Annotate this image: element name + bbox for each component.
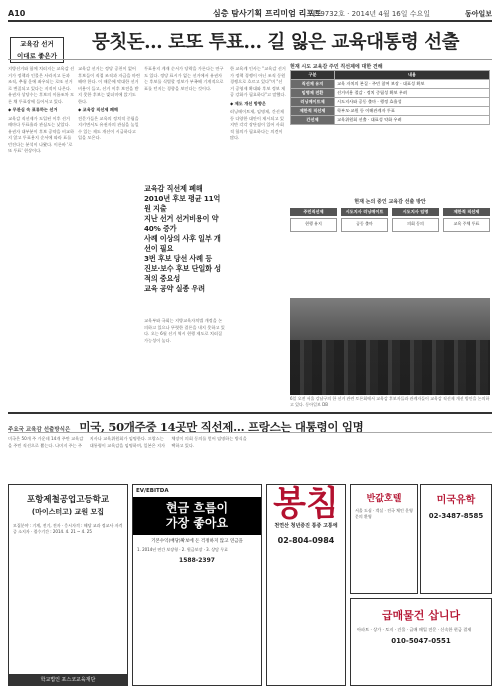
- column-1-text-b: 교육감 직선제가 도입된 이후 선거 때마다 투표율과 관심도는 낮았다. 유권자 대부분이 후보 공약을 비교하지 않고 투표용지 순서에 따라 표를 던진다는 분석이 나왔다. 이른바 '로또 투표' 현상이다.: [8, 115, 75, 153]
- opinion-table: [290, 70, 490, 125]
- diagram-box: 교육 주체 투표: [443, 218, 490, 232]
- column-2-text: 교육감 선거는 정당 공천이 없어 후보들이 직접 조직과 자금을 마련해야 한다. 이 때문에 막대한 선거 비용이 들고, 선거 이후 보전을 받지 못한 후보는 빚더미에 앉기도 한다.: [78, 66, 140, 104]
- ad-phone: 010-5047-0551: [391, 637, 451, 645]
- diagram-box: 현행 유지: [290, 218, 337, 232]
- ad-phone: 02-804-0984: [277, 536, 335, 545]
- second-article-text: 미국은 50개 주 가운데 14개 주만 교육감을 주민 직선으로 뽑는다. 나머지 주는 주지사나 교육위원회가 임명한다. 프랑스는 대통령이 교육감을 임명하며, 일본은 지자체장이 의회 동의를 얻어 임명하는 방식을 택하고 있다.: [8, 436, 249, 448]
- column-3-text: 투표용지 게재 순서가 당락을 가른다는 연구도 있다. 정당 표시가 없는 선거에서 유권자는 후보를 식별할 정보가 부족해 기계적으로 표를 던지는 경향을 보인다는 것이다.: [144, 66, 225, 91]
- ad-body: 모집분야 : 기계, 전기, 전자 · 응시자격 : 해당 교과 정교사 자격증 소지자 · 접수기간 : 2014. 4. 21 ~ 4. 25: [13, 523, 123, 534]
- ad-description: 천연산 청년증진 통증 고통에: [274, 523, 338, 529]
- diagram-box: 공동 출마: [341, 218, 388, 232]
- diagram-header: 제한적 직선제: [443, 208, 490, 216]
- photo-credit: 동아일보 DB: [305, 401, 328, 407]
- caption-text: 6일 오전 서울 강남구의 한 선거 관련 토론회에서 교육감 후보자들과 관계자들이 교육감 직선제 개선 방안을 논의하고 있다.: [290, 396, 490, 407]
- table-cell: 학부모·교원 등 이해관계자 투표: [335, 107, 490, 116]
- article-column-2: [78, 66, 140, 408]
- table-row: [291, 107, 490, 116]
- photo-crowd: [290, 340, 490, 395]
- article-column-4: [230, 66, 286, 408]
- table-cell: 교육 자치의 본질 · 주민 참여 보장 · 대표성 확보: [335, 80, 490, 89]
- column-4-text: 한 교육계 인사는 "교육감 선거가 정책 경쟁이 아닌 조직 동원 경쟁으로 흐르고 있다"며 "선거 공영제 확대와 후보 정보 제공 강화가 필요하다"고 말했다.: [230, 66, 287, 97]
- second-headline-text: 미국, 50개주중 14곳만 직선제… 프랑스는 대통령이 임명: [79, 420, 364, 434]
- subhead-3: ◆ 제도 개선 방향은: [230, 100, 266, 106]
- pull-quote-line: 사례 이상의 사후 일부 개선이 필요: [144, 234, 221, 253]
- ad-banner-line: 현금 흐름이: [165, 501, 229, 515]
- publisher-name: 동아일보: [464, 10, 492, 18]
- ad-title: 봉침: [273, 484, 339, 524]
- ad-footer: 학교법인 포스코교육재단: [9, 674, 127, 685]
- section-divider: [8, 412, 492, 414]
- table-row: [291, 89, 490, 98]
- table-row: [291, 116, 490, 125]
- pull-quote-line: 지난 선거 선거비용이 약 40% 증가: [144, 214, 219, 233]
- section-title: 심층 탐사기획 프리미엄 리포트: [213, 9, 322, 18]
- ad-list: 1. 2014년 연간 보장형 · 2. 원금보장 · 3. 상담 무료: [137, 547, 228, 552]
- second-headline-rule: [8, 432, 492, 433]
- ad-description: 기본수익(배당)확보에 돈 걱정하지 않고 연금을: [151, 539, 243, 544]
- ad-subtitle: (마이스터고) 교원 모집: [31, 508, 105, 516]
- advertisement-real-estate[interactable]: [350, 598, 492, 686]
- table-cell: 교육위원회 선출 · 대표성 약화 우려: [335, 116, 490, 125]
- table-header-cell: 내용: [335, 71, 490, 80]
- photo-caption: [290, 396, 490, 407]
- ad-banner-line: 가장 좋아요: [165, 516, 229, 530]
- series-label-line2: 이대로 좋은가: [17, 52, 57, 60]
- table-row-label: 제한적 직선제: [291, 107, 335, 116]
- article-column-1: [8, 66, 74, 408]
- column-1-text: 지방선거와 함께 치러지는 교육감 선거가 정책과 인물은 사라지고 돈과 조직, 추첨 운에 좌우되는 로또 선거로 변질되고 있다는 지적이 나온다. 유권자 상당수는 후보의 이름조차 모른 채 투표장에 들어서고 있다.: [8, 66, 75, 104]
- ad-body: 서울 도심 · 객실 · 전국 체인 운영 문의 환영: [355, 508, 413, 519]
- table-cell: 시도지사와 공동 출마 · 행정 효율성: [335, 98, 490, 107]
- pull-quote: [144, 184, 226, 314]
- ad-title: 급매물건 삽니다: [381, 609, 461, 622]
- diagram-title: 현재 논의 중인 교육감 선출 방안: [354, 199, 426, 205]
- ad-phone: 1588-2397: [179, 556, 215, 564]
- table-row-label: 직선제 유지: [291, 80, 335, 89]
- series-label-line1: 교육감 선거: [20, 40, 54, 48]
- issue-date: 제19732호 · 2014년 4월 16일 수요일: [309, 10, 430, 18]
- subhead-1: ◆ 무관심 속 표류하는 선거: [8, 107, 58, 112]
- article-column-3-top: [144, 66, 226, 180]
- advertisement-bongchim[interactable]: [266, 484, 346, 686]
- article-column-3-bottom: [144, 318, 226, 408]
- column-4-text-b: 러닝메이트제, 임명제, 간선제 등 다양한 대안이 제시되고 있지만 각각 장단점이 있어 사회적 합의가 필요하다는 의견이 많다.: [230, 109, 286, 140]
- table-row-label: 러닝메이트제: [291, 98, 335, 107]
- column-3-text-b: 교육부와 국회는 지방교육자치법 개정을 논의하고 있으나 뚜렷한 결론을 내지 못하고 있다. 오는 6월 선거 역시 현행 제도로 치러질 가능성이 높다.: [144, 318, 225, 343]
- table-header-row: [291, 71, 490, 80]
- ad-tag: EV/EBITDA: [136, 488, 169, 494]
- page-number: A10: [8, 9, 26, 18]
- pull-quote-line: 진보·보수 후보 단일화 성적의 중요성: [144, 264, 221, 283]
- pull-quote-line: 교육 공약 실종 우려: [144, 284, 205, 293]
- diagram-header: 시도지사 임명: [392, 208, 439, 216]
- ad-title: 미국유학: [436, 495, 476, 506]
- ad-body: 아파트 · 상가 · 토지 · 건물 · 급매 매입 전문 · 신속한 현금 결제: [357, 627, 472, 632]
- ad-title: 포항제철공업고등학교: [26, 495, 110, 505]
- pull-quote-line: 2010년 후보 평균 11억원 지출: [144, 194, 221, 213]
- table-row: [291, 80, 490, 89]
- ad-banner: [133, 497, 261, 535]
- main-headline: 뭉칫돈… 로또 투표… 길 잃은 교육대통령 선출: [92, 32, 459, 53]
- diagram-header: 주민직선제: [290, 208, 337, 216]
- column-2-text-b: 전문가들은 교육의 정치적 중립을 지키면서도 유권자의 관심을 높일 수 있는 제도 개선이 시급하다고 입을 모은다.: [78, 115, 140, 140]
- selection-methods-diagram: [290, 198, 490, 298]
- page-header: [8, 6, 492, 22]
- ad-phone: 02-3487-8585: [428, 512, 484, 520]
- pull-quote-line: 3번 후보 당선 사례 등: [144, 254, 212, 263]
- advertisement-finance[interactable]: [132, 484, 262, 686]
- advertisement-study-abroad[interactable]: [420, 484, 492, 594]
- table-row: [291, 98, 490, 107]
- headline-rule: [8, 59, 492, 60]
- second-kicker: 주요국 교육감 선출방식은: [8, 427, 71, 433]
- ad-title: 반값호텔: [366, 494, 402, 504]
- table-header-cell: 구분: [291, 71, 335, 80]
- table-title: 현재 시도 교육감 주민 직선제에 대한 견해: [290, 64, 383, 70]
- advertisement-school[interactable]: [8, 484, 128, 686]
- table-cell: 선거비용 절감 · 정치 중립성 확보 우려: [335, 89, 490, 98]
- table-row-label: 간선제: [291, 116, 335, 125]
- subhead-2: ◆ 교육감 직선제 폐해: [78, 107, 118, 112]
- diagram-header: 시도지사 러닝메이트: [341, 208, 388, 216]
- news-photo: [290, 298, 490, 395]
- second-article-body: [8, 436, 492, 480]
- table-row-label: 임명제 전환: [291, 89, 335, 98]
- pull-quote-line: 교육감 직선제 폐해: [144, 184, 203, 193]
- diagram-box: 의회 동의: [392, 218, 439, 232]
- advertisement-hotel[interactable]: [350, 484, 418, 594]
